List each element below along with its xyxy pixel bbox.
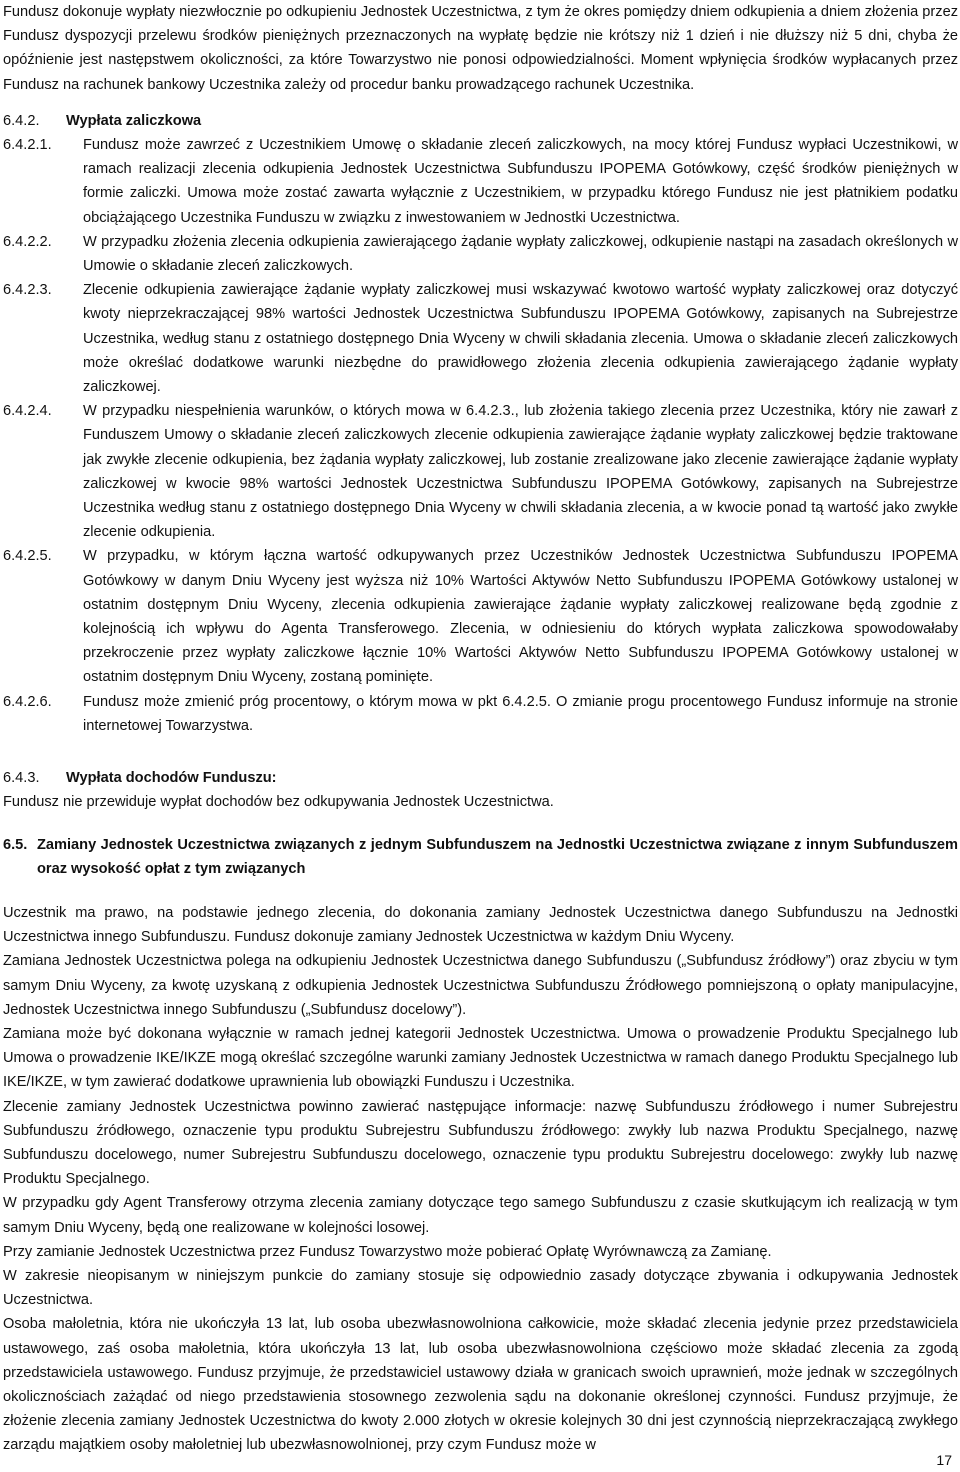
section-title: Wypłata zaliczkowa (66, 112, 202, 129)
section-heading-6-4-3 (3, 766, 958, 790)
section-title: Wypłata dochodów Funduszu: (66, 770, 277, 787)
paragraph: Uczestnik ma prawo, na podstawie jednego zlecenia, do dokonania zamiany Jednostek Uczestnictwa danego Subfunduszu na Jednostki Uczestnictwa innego Subfunduszu. Fundusz dokonuje zamiany Jednostek Uczestnictwa w każdym Dniu Wyceny. (3, 904, 958, 946)
section-heading-6-5 (3, 833, 958, 881)
clause-number: 6.4.2.2. (3, 233, 52, 250)
document-page (3, 0, 958, 1458)
paragraph: W zakresie nieopisanym w niniejszym punkcie do zamiany stosuje się odpowiednio zasady dotyczące zbywania i odkupywania Jednostek Uczestnictwa. (3, 1267, 958, 1309)
clause-number: 6.4.2.4. (3, 403, 52, 420)
clause-text: Fundusz może zmienić próg procentowy, o którym mowa w pkt 6.4.2.5. O zmianie progu procentowego Fundusz informuje na stronie internetowej Towarzystwa. (83, 693, 958, 734)
page-number: 17 (936, 1452, 952, 1468)
intro-paragraph: Fundusz dokonuje wypłaty niezwłocznie po odkupieniu Jednostek Uczestnictwa, z tym że okres pomiędzy dniem odkupienia a dniem złożenia przez Fundusz dyspozycji przelewu środków pieniężnych przeznaczonych na wypłatę będzie nie krótszy niż 1 dzień i nie dłuższy niż 5 dni, chyba że opóźnienie jest następstwem okoliczności, za które Towarzystwo nie ponosi odpowiedzialności. Moment wpłynięcia środków wypłacanych przez Fundusz na rachunek bankowy Uczestnika zależy od procedur banku prowadzącego rachunek Uczestnika. (3, 4, 958, 93)
clause-number: 6.4.2.1. (3, 137, 52, 154)
clause-6-4-2-5 (3, 544, 958, 689)
clause-6-4-2-2 (3, 230, 958, 278)
clause-text: W przypadku złożenia zlecenia odkupienia zawierającego żądanie wypłaty zaliczkowej, odkupienie nastąpi na zasadach określonych w Umowie o składanie zleceń zaliczkowych. (83, 233, 958, 275)
paragraph: Zamiana Jednostek Uczestnictwa polega na odkupieniu Jednostek Uczestnictwa danego Subfunduszu („Subfundusz źródłowy”) oraz zbyciu w tym samym Dniu Wyceny, za kwotę uzyskaną z odkupienia Jednostek Uczestnictwa Subfunduszu Źródłowego pomniejszoną o opłaty manipulacyjne, Jednostek Uczestnictwa innego Subfunduszu („Subfundusz docelowy”). (3, 953, 958, 1018)
clause-number: 6.4.2.6. (3, 693, 52, 710)
clause-number: 6.4.2.5. (3, 548, 52, 565)
section-number: 6.5. (3, 836, 28, 853)
clause-text: W przypadku, w którym łączna wartość odkupywanych przez Uczestników Jednostek Uczestnictwa Subfunduszu IPOPEMA Gotówkowy w danym Dniu Wyceny jest wyższa niż 10% Wartości Aktywów Netto Subfunduszu IPOPEMA Gotówkowy ustalonej w ostatnim dostępnym Dniu Wyceny, zlecenia odkupienia zawierające żądanie wypłaty zaliczkowej realizowane będą zgodnie z kolejnością ich wpływu do Agenta Transferowego. Zlecenia, w odniesieniu do których wypłata zaliczkowa spowodowałaby przekroczenie przez wypłaty zaliczkowe łącznie 10% Wartości Aktywów Netto Subfunduszu IPOPEMA Gotówkowy ustalonej w ostatnim dostępnym Dniu Wyceny, zostaną pominięte. (83, 548, 958, 686)
clause-text: Fundusz może zawrzeć z Uczestnikiem Umowę o składanie zleceń zaliczkowych, na mocy której Fundusz wypłaci Uczestnikowi, w ramach realizacji zlecenia odkupienia Jednostek Uczestnictwa Subfunduszu IPOPEMA Gotówkowy, część środków pieniężnych w formie zaliczki. Umowa może zostać zawarta wyłącznie z Uczestnikiem, w przypadku którego Fundusz nie jest płatnikiem podatku obciążającego Uczestnika Funduszu w związku z inwestowaniem w Jednostki Uczestnictwa. (83, 137, 958, 226)
clause-text: Zlecenie odkupienia zawierające żądanie wypłaty zaliczkowej musi wskazywać kwotowo wartość wypłaty zaliczkowej oraz dotyczyć kwoty nieprzekraczającej 98% wartości Jednostek Uczestnictwa Subfunduszu IPOPEMA Gotówkowy, zapisanych na Subrejestrze Uczestnika, według stanu z ostatniego dostępnego Dnia Wyceny w chwili składania zlecenia. Umowa o składanie zleceń zaliczkowych może określać dodatkowe warunki niezbędne do prawidłowego złożenia zlecenia odkupienia zawierającego żądanie wypłaty zaliczkowej. (83, 282, 958, 396)
section-heading-6-4-2 (3, 109, 958, 133)
paragraph: Przy zamianie Jednostek Uczestnictwa przez Fundusz Towarzystwo może pobierać Opłatę Wyrównawczą za Zamianę. (3, 1243, 772, 1260)
section-number: 6.4.3. (3, 770, 40, 787)
clause-6-4-2-4 (3, 399, 958, 544)
paragraph: Zamiana może być dokonana wyłącznie w ramach jednej kategorii Jednostek Uczestnictwa. Umowa o prowadzenie Produktu Specjalnego lub Umowa o prowadzenie IKE/IKZE mogą określać szczególne warunki zamiany Jednostek Uczestnictwa w ramach danego Produktu Specjalnego lub IKE/IKZE, w tym zawierać dodatkowe uprawnienia lub obowiązki Funduszu i Uczestnika. (3, 1025, 958, 1091)
clause-6-4-2-1 (3, 133, 958, 230)
paragraph: Osoba małoletnia, która nie ukończyła 13 lat, lub osoba ubezwłasnowolniona całkowicie, może składać zlecenia jedynie przez przedstawiciela ustawowego, zaś osoba małoletnia, która ukończyła 13 lat, lub osoba ubezwłasnowolniona częściowo może składać zlecenia za zgodą przedstawiciela ustawowego. Fundusz przyjmuje, że przedstawiciel ustawowy działa w granicach swoich uprawnień, może jednak w szczególnych okolicznościach zażądać od niego przedstawienia stosownego zezwolenia sądu na dokonanie określonej czynności. Fundusz przyjmuje, że złożenie zlecenia zamiany Jednostek Uczestnictwa do kwoty 2.000 złotych w okresie kolejnych 30 dni jest czynnością nieprzekraczającą zwykłego zarządu majątkiem osoby małoletniej lub ubezwłasnowolnionej, przy czym Fundusz może w (3, 1316, 958, 1454)
paragraph: Zlecenie zamiany Jednostek Uczestnictwa powinno zawierać następujące informacje: nazwę Subfunduszu źródłowego i numer Subrejestru Subfunduszu źródłowego, oznaczenie typu produktu Subrejestru Subfunduszu źródłowego: zwykły lub nazwa Produktu Specjalnego, nazwę Subfunduszu docelowego, numer Subrejestru Subfunduszu docelowego, oznaczenie typu produktu Subrejestru docelowego: zwykły lub nazwę Produktu Specjalnego. (3, 1098, 958, 1188)
section-title: Zamiany Jednostek Uczestnictwa związanych z jednym Subfunduszem na Jednostki Uczestnictwa związane z innym Subfunduszem oraz wysokość opłat z tym związanych (37, 836, 958, 877)
clause-6-4-2-3 (3, 278, 958, 399)
paragraph: W przypadku gdy Agent Transferowy otrzyma zlecenia zamiany dotyczące tego samego Subfunduszu z czasie skutkującym ich realizacją w tym samym Dniu Wyceny, będą one realizowane w kolejności losowej. (3, 1195, 958, 1236)
clause-number: 6.4.2.3. (3, 282, 52, 299)
clause-text: W przypadku niespełnienia warunków, o których mowa w 6.4.2.3., lub złożenia takiego zlecenia przez Uczestnika, który nie zawarł z Funduszem Umowy o składanie zleceń zaliczkowych zlecenie odkupienia zawierające żądanie wypłaty zaliczkowej będzie traktowane jak zwykłe zlecenie odkupienia, bez żądania wypłaty zaliczkowej, lub zostanie zrealizowane jako zlecenie zawierające żądanie wypłaty zaliczkowej w kwocie 98% wartości Jednostek Uczestnictwa Subfunduszu IPOPEMA Gotówkowy, zapisanych na Subrejestrze Uczestnika według stanu z ostatniego dostępnego Dnia Wyceny w chwili składania zlecenia, a w kwocie ponad tą wartość jako zwykłe zlecenie odkupienia. (83, 403, 958, 541)
clause-6-4-2-6 (3, 690, 958, 738)
section-text: Fundusz nie przewiduje wypłat dochodów bez odkupywania Jednostek Uczestnictwa. (3, 794, 554, 811)
section-number: 6.4.2. (3, 112, 40, 129)
